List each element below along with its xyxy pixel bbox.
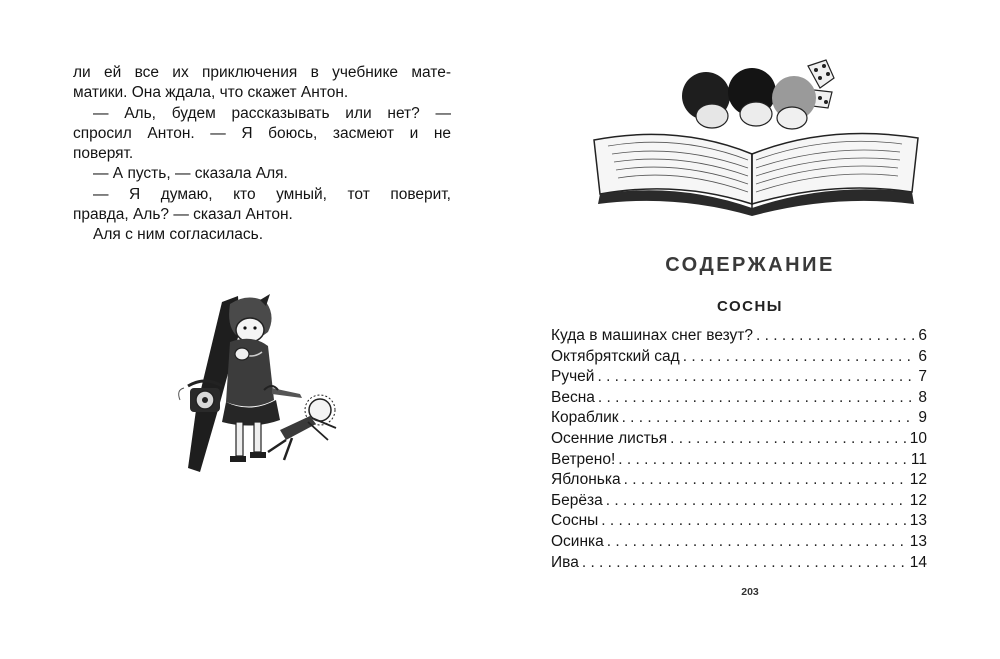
toc-page: 10 — [909, 429, 927, 447]
toc-page: 7 — [918, 368, 927, 386]
toc-page: 14 — [909, 553, 927, 571]
toc-leader-dots — [624, 471, 907, 489]
toc-page: 6 — [918, 327, 927, 344]
toc-leader-dots — [598, 389, 915, 407]
toc-title: Ветрено! — [551, 450, 616, 468]
page-number: 203 — [741, 586, 759, 598]
story-line: ли ей все их приключения в учебнике мате- — [73, 64, 451, 81]
toc-entry — [551, 389, 927, 410]
toc-entry — [551, 451, 927, 472]
toc-page: 12 — [909, 471, 927, 489]
toc-leader-dots — [618, 451, 908, 469]
toc-entry — [551, 368, 927, 389]
story-line: правда, Аль? — сказал Антон. — [73, 206, 293, 224]
toc-leader-dots — [601, 512, 906, 530]
toc-entry — [551, 533, 927, 554]
story-line: — Я думаю, кто умный, тот поверит, — [93, 185, 451, 203]
table-of-contents — [551, 327, 927, 574]
story-line: матики. Она ждала, что скажет Антон. — [73, 84, 349, 102]
toc-leader-dots — [607, 533, 907, 551]
children-reading-book-illustration — [588, 58, 924, 218]
toc-page: 13 — [909, 512, 927, 530]
toc-title: Яблонька — [551, 471, 621, 489]
toc-leader-dots — [597, 368, 915, 386]
toc-entry — [551, 430, 927, 451]
story-text — [73, 63, 451, 246]
toc-entry — [551, 327, 927, 348]
toc-page: 13 — [909, 532, 927, 550]
toc-entry — [551, 554, 927, 575]
story-line: Аля с ним согласилась. — [93, 226, 264, 244]
contents-heading: СОДЕРЖАНИЕ — [665, 254, 835, 276]
toc-title: Осинка — [551, 532, 604, 550]
section-heading: СОСНЫ — [717, 298, 783, 315]
toc-page: 9 — [918, 409, 927, 427]
right-page — [500, 0, 1000, 659]
toc-leader-dots — [670, 430, 907, 448]
story-line: — А пусть, — сказала Аля. — [93, 165, 288, 183]
toc-page: 12 — [909, 491, 927, 509]
toc-entry — [551, 512, 927, 533]
toc-leader-dots — [606, 492, 907, 510]
toc-title: Весна — [551, 388, 595, 406]
toc-title: Кораблик — [551, 409, 619, 427]
story-line: поверят. — [73, 145, 134, 163]
toc-leader-dots — [582, 554, 907, 572]
toc-entry — [551, 409, 927, 430]
toc-title: Куда в машинах снег везут? — [551, 327, 754, 344]
toc-page: 6 — [918, 347, 927, 365]
story-line: спросил Антон. — Я боюсь, засмеют и не — [73, 124, 451, 142]
story-line: — Аль, будем рассказывать или нет? — — [93, 104, 451, 122]
toc-title: Ива — [551, 553, 579, 571]
toc-page: 8 — [918, 388, 927, 406]
toc-leader-dots — [756, 327, 915, 345]
toc-title: Сосны — [551, 512, 599, 530]
toc-title: Ручей — [551, 368, 595, 386]
toc-entry — [551, 471, 927, 492]
toc-leader-dots — [622, 409, 916, 427]
toc-page: 11 — [910, 450, 927, 468]
toc-title: Осенние листья — [551, 429, 668, 447]
toc-entry — [551, 492, 927, 513]
girl-telephone-illustration — [160, 290, 360, 480]
toc-leader-dots — [683, 348, 916, 366]
toc-title: Октябрятский сад — [551, 347, 680, 365]
toc-entry — [551, 348, 927, 369]
toc-title: Берёза — [551, 491, 603, 509]
